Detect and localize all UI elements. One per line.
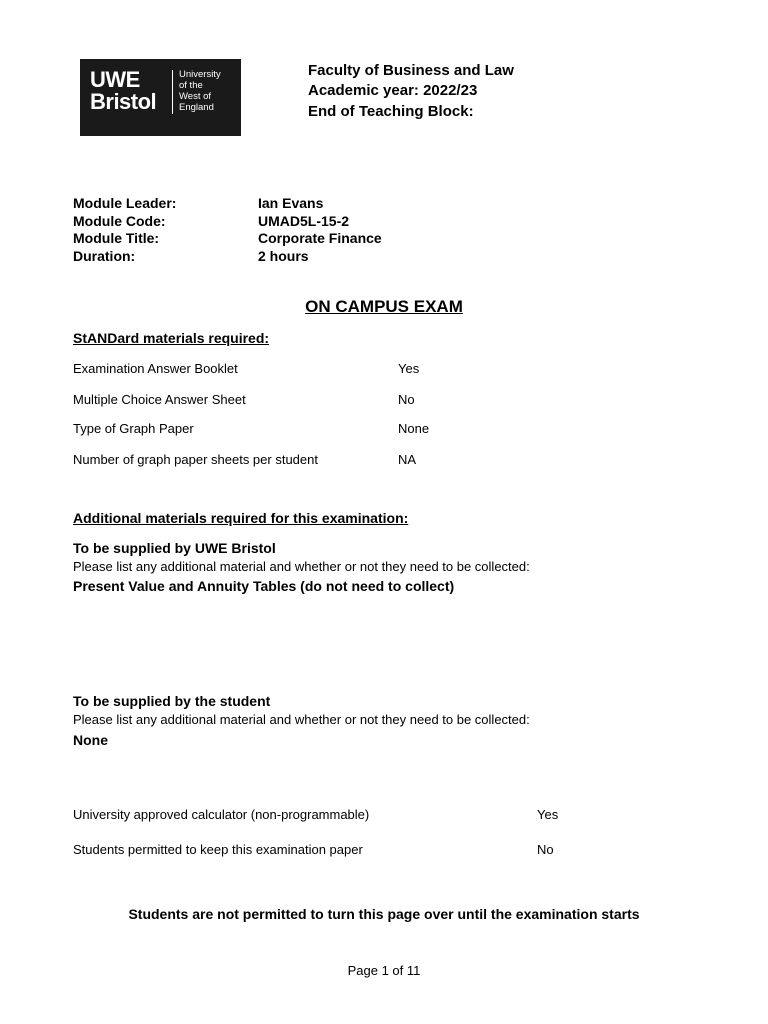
module-title-label: Module Title: xyxy=(73,230,160,246)
module-leader-label: Module Leader: xyxy=(73,195,177,211)
logo-text-bristol: Bristol xyxy=(90,89,157,114)
mc-answer-sheet-value: No xyxy=(398,392,415,407)
duration-value: 2 hours xyxy=(258,248,309,264)
calculator-value: Yes xyxy=(537,807,559,822)
module-code-value: UMAD5L-15-2 xyxy=(258,213,350,229)
uwe-supplied-instruction: Please list any additional material and whether or not they need to be collected: xyxy=(73,559,530,574)
student-supplied-title: To be supplied by the student xyxy=(73,693,271,709)
mc-answer-sheet-label: Multiple Choice Answer Sheet xyxy=(73,392,246,407)
keep-paper-label: Students permitted to keep this examination paper xyxy=(73,842,363,857)
teaching-block: End of Teaching Block: xyxy=(308,103,474,120)
duration-label: Duration: xyxy=(73,248,136,264)
graph-paper-type-value: None xyxy=(398,421,430,436)
standard-materials-heading: StANDard materials required: xyxy=(73,330,270,346)
module-leader-value: Ian Evans xyxy=(258,195,324,211)
module-title-value: Corporate Finance xyxy=(258,230,382,246)
logo-text-uwe: UWE xyxy=(90,67,140,92)
logo-university-text: University of the West of England xyxy=(179,69,221,113)
exam-title: ON CAMPUS EXAM xyxy=(305,297,463,316)
module-code-label: Module Code: xyxy=(73,213,166,229)
graph-paper-type-label: Type of Graph Paper xyxy=(73,421,194,436)
student-supplied-value: None xyxy=(73,732,108,748)
page-number: Page 1 of 11 xyxy=(347,963,421,978)
uwe-supplied-title: To be supplied by UWE Bristol xyxy=(73,540,276,556)
student-supplied-instruction: Please list any additional material and whether or not they need to be collected: xyxy=(73,712,530,727)
keep-paper-value: No xyxy=(537,842,554,857)
exam-start-notice: Students are not permitted to turn this page over until the examination starts xyxy=(128,906,640,922)
graph-sheets-value: NA xyxy=(398,452,417,467)
uwe-supplied-value: Present Value and Annuity Tables (do not need to collect) xyxy=(73,578,455,594)
faculty-name: Faculty of Business and Law xyxy=(308,62,514,79)
calculator-label: University approved calculator (non-programmable) xyxy=(73,807,370,822)
additional-materials-heading: Additional materials required for this examination: xyxy=(73,510,409,526)
academic-year: Academic year: 2022/23 xyxy=(308,82,478,99)
answer-booklet-label: Examination Answer Booklet xyxy=(73,361,238,376)
answer-booklet-value: Yes xyxy=(398,361,420,376)
uwe-bristol-logo xyxy=(80,59,241,136)
graph-sheets-label: Number of graph paper sheets per student xyxy=(73,452,318,467)
logo-divider xyxy=(172,70,173,114)
